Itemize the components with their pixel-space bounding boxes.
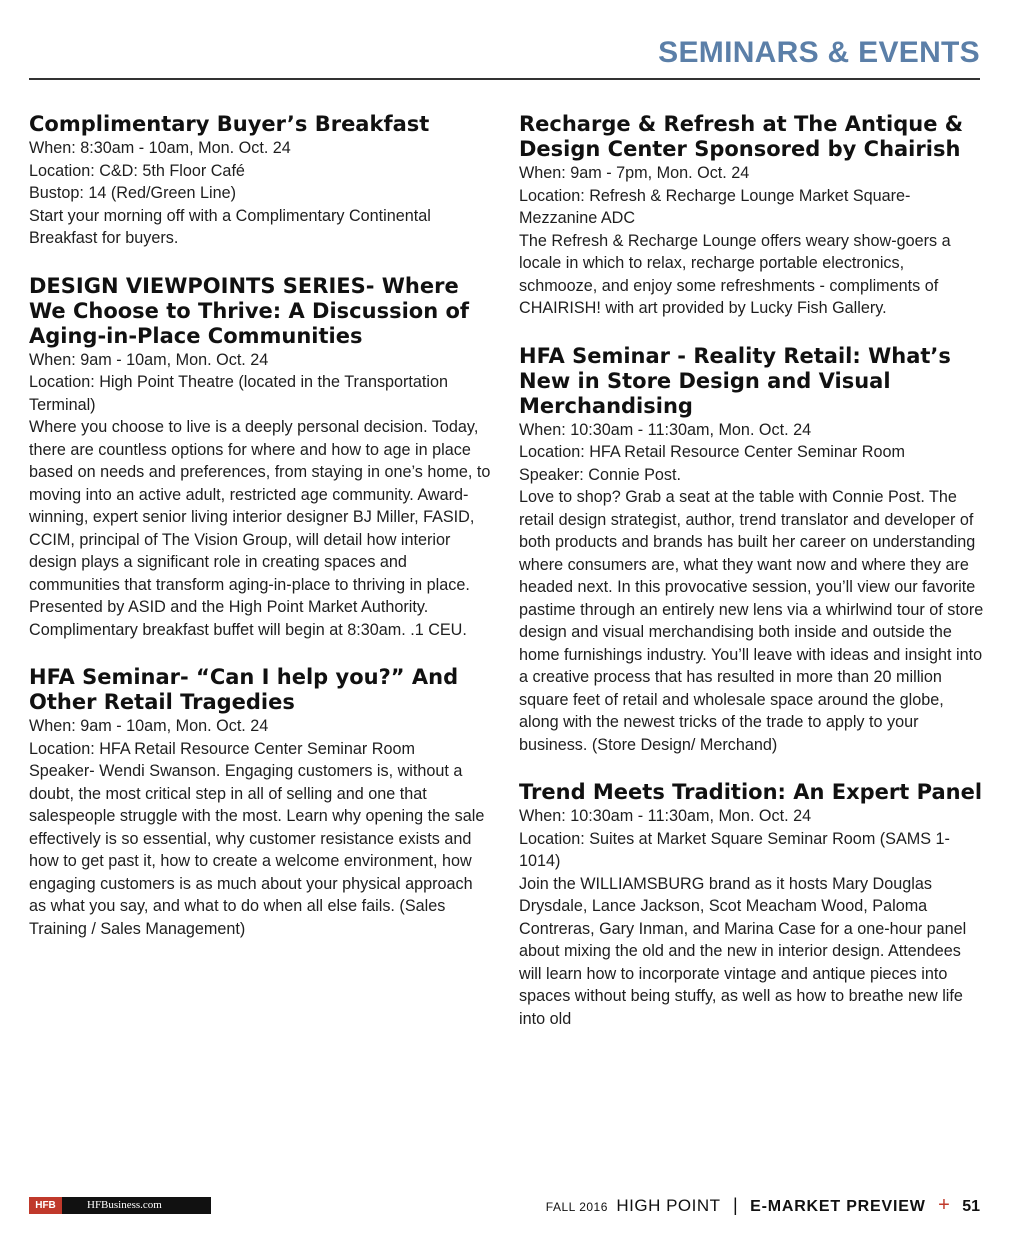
event-description: Love to shop? Grab a seat at the table with Connie Post. The retail design strategist, author, trend translator and developer of both products and brands has built her career on understanding where consumers are, what they want now and where they are headed next. In this provocative session, you’ll view our favorite pastime through an entirely new lens via a whirlwind tour of store design and visual merchandising both inside and outside the home furnishings industry. You’ll leave with ideas and insight into a creative process that has resulted in more than 20 million square feet of retail and wholesale space around the globe, along with the newest tricks of the trade to apply to your business. (Store Design/ Merchand)	[519, 488, 984, 754]
event-when: When: 9am - 10am, Mon. Oct. 24	[29, 717, 269, 735]
footer-brand-bar	[29, 1197, 211, 1214]
event-trend-meets-tradition	[519, 780, 985, 1030]
event-location: Location: HFA Retail Resource Center Seminar Room	[519, 443, 905, 461]
footer-edition: E-MARKET PREVIEW	[750, 1198, 926, 1215]
website-link[interactable]: HFBusiness.com	[87, 1199, 162, 1211]
event-buyers-breakfast	[29, 112, 491, 250]
event-title: Complimentary Buyer’s Breakfast	[29, 112, 430, 136]
event-location: Location: High Point Theatre (located in the Transportation Terminal)	[29, 373, 449, 414]
event-hfa-can-i-help-you	[29, 665, 491, 940]
event-title: Trend Meets Tradition: An Expert Panel	[519, 780, 983, 804]
event-description: Where you choose to live is a deeply personal decision. Today, there are countless options for where and how to age in place based on needs and preferences, from staying in one’s home, to moving into an active adult, restricted age community. Award-winning, expert senior living interior designer BJ Miller, FASID, CCIM, principal of The Vision Group, will detail how interior design plays a significant role in creating spaces and communities that transform aging-in-place to thriving in place. Presented by ASID and the High Point Market Authority. Complimentary breakfast buffet will begin at 8:30am. .1 CEU.	[29, 418, 491, 639]
event-title: HFA Seminar - Reality Retail: What’s New in Store Design and Visual Merchandising	[519, 343, 951, 418]
event-title: HFA Seminar- “Can I help you?” And Other Retail Tragedies	[29, 665, 459, 714]
event-location: Location: Refresh & Recharge Lounge Market Square-Mezzanine ADC	[519, 186, 911, 227]
event-description: The Refresh & Recharge Lounge offers weary show-goers a locale in which to relax, recharge portable electronics, schmooze, and enjoy some refreshments - compliments of CHAIRISH! with art provided by Lucky Fish Gallery.	[519, 231, 951, 317]
event-description: Start your morning off with a Complimentary Continental Breakfast for buyers.	[29, 206, 431, 247]
event-title: Recharge & Refresh at The Antique & Design Center Sponsored by Chairish	[519, 112, 964, 161]
right-column	[519, 112, 985, 1054]
event-location: Location: Suites at Market Square Seminar Room (SAMS 1-1014)	[519, 829, 950, 870]
plus-icon: +	[938, 1194, 950, 1216]
event-location: Location: C&D: 5th Floor Café	[29, 161, 245, 180]
event-when: When: 10:30am - 11:30am, Mon. Oct. 24	[519, 420, 812, 439]
event-location: Location: HFA Retail Resource Center Seminar Room	[29, 739, 415, 758]
footer-publication: HIGH POINT	[616, 1196, 721, 1215]
event-title: DESIGN VIEWPOINTS SERIES- Where We Choose to Thrive: A Discussion of Aging-in-Place Communities	[29, 273, 470, 348]
brand-tag: HFB	[29, 1197, 62, 1214]
event-recharge-refresh	[519, 112, 985, 320]
event-description: Join the WILLIAMSBURG brand as it hosts Mary Douglas Drysdale, Lance Jackson, Scot Meacham Wood, Paloma Contreras, Gary Inman, and Marina Case for a one-hour panel about mixing the old and the new in interior design. Attendees will learn how to incorporate vintage and antique pieces into spaces without being stuffy, as well as how to breathe new life into old	[519, 874, 967, 1028]
event-design-viewpoints	[29, 274, 491, 642]
header-divider	[29, 78, 980, 80]
event-when: When: 9am - 10am, Mon. Oct. 24	[29, 350, 269, 369]
event-when: When: 10:30am - 11:30am, Mon. Oct. 24	[519, 807, 812, 825]
event-bustop: Bustop: 14 (Red/Green Line)	[29, 184, 236, 202]
event-when: When: 9am - 7pm, Mon. Oct. 24	[519, 164, 750, 182]
footer-folio	[546, 1193, 980, 1217]
section-title: SEMINARS & EVENTS	[658, 36, 980, 69]
page-number: 51	[962, 1198, 980, 1215]
event-speaker: Speaker: Connie Post.	[519, 465, 681, 484]
event-description: Speaker- Wendi Swanson. Engaging customers is, without a doubt, the most critical step in all of selling and one that salespeople struggle with the most. Learn why opening the sale effectively is so essential, why customer resistance exists and how to get past it, how to create a welcome environment, how engaging customers is as much about your physical approach as what you say, and what to do when all else fails. (Sales Training / Sales Management)	[29, 762, 485, 938]
footer-separator: |	[732, 1195, 738, 1215]
event-when: When: 8:30am - 10am, Mon. Oct. 24	[29, 139, 291, 157]
left-column	[29, 112, 491, 964]
footer-season: FALL 2016	[545, 1200, 608, 1214]
event-hfa-reality-retail	[519, 344, 985, 757]
